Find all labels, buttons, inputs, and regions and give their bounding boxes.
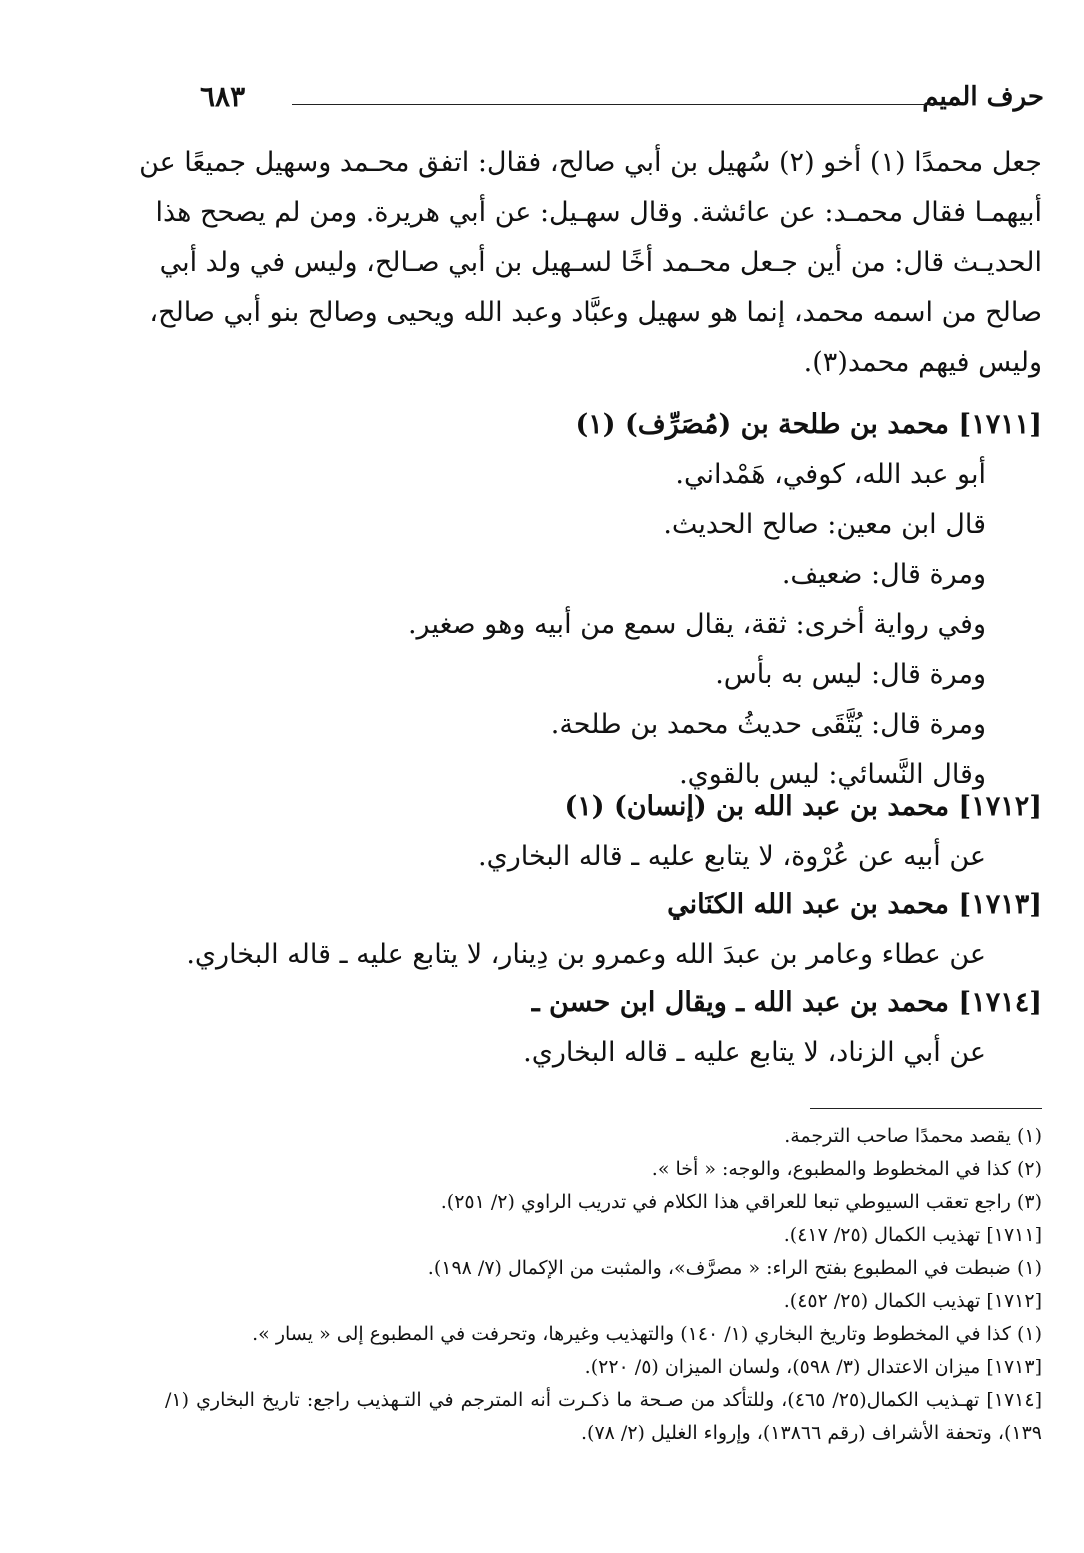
header-rule xyxy=(292,104,934,105)
intro-paragraph xyxy=(139,138,1042,388)
footnote-rule xyxy=(810,1108,1042,1109)
intro-line: وليس فيهم محمد(٣). xyxy=(803,347,1042,378)
entry-heading: [١٧١١] محمد بن طلحة بن (مُصَرِّف) (١) xyxy=(575,409,1042,440)
entry-1711 xyxy=(160,400,1042,800)
entry-line: وقال النَّسائي: ليس بالقوي. xyxy=(679,759,986,790)
entry-heading: [١٧١٢] محمد بن عبد الله بن (إنسان) (١) xyxy=(564,791,1042,822)
footnote: [١٧١١] تهذيب الكمال (٢٥/ ٤١٧). xyxy=(783,1224,1042,1246)
entry-line: عن عطاء وعامر بن عبدَ الله وعمرو بن دِينار، لا يتابع عليه ـ قاله البخاري. xyxy=(186,939,986,970)
entry-line: عن أبي الزناد، لا يتابع عليه ـ قاله البخاري. xyxy=(523,1037,986,1068)
entry-line: عن أبيه عن عُرْوة، لا يتابع عليه ـ قاله البخاري. xyxy=(478,841,986,872)
footnote: (٢) كذا في المخطوط والمطبوع، والوجه: « أخا ». xyxy=(651,1158,1042,1180)
footnote: [١٧١٤] تهـذيب الكمال(٢٥/ ٤٦٥)، وللتأكد من صـحة ما ذكـرت أنه المترجم في التـهذيب راجع: تاريخ البخاري (١/ ١٣٩)، وتحفة الأشراف (رقم ١٣٨٦٦)، وإرواء الغليل (٢/ ٧٨). xyxy=(165,1389,1042,1444)
running-header-title: حرف الميم xyxy=(922,82,1044,112)
intro-line: جعل محمدًا (١) أخو (٢) سُهيل بن أبي صالح، فقال: اتفق محـمد وسهيل جميعًا عن xyxy=(139,147,1042,178)
entry-line: قال ابن معين: صالح الحديث. xyxy=(663,509,986,540)
intro-line: أبيهمـا فقال محمـد: عن عائشة. وقال سهـيل: عن أبي هريرة. ومن لم يصحح هذا xyxy=(155,197,1042,228)
intro-line: الحديـث قال: من أين جـعل محـمد أخًا لسـهيل بن أبي صـالح، وليس في ولد أبي xyxy=(159,247,1042,278)
footnote: [١٧١٣] ميزان الاعتدال (٣/ ٥٩٨)، ولسان الميزان (٥/ ٢٢٠). xyxy=(584,1356,1042,1378)
footnote: (١) يقصد محمدًا صاحب الترجمة. xyxy=(784,1125,1042,1147)
footnotes xyxy=(165,1120,1042,1450)
entry-line: ومرة قال: ليس به بأس. xyxy=(715,659,986,690)
entry-line: أبو عبد الله، كوفي، هَمْداني. xyxy=(675,459,986,490)
entry-1714 xyxy=(160,978,1042,1078)
entry-1712 xyxy=(160,782,1042,882)
footnote: (٣) راجع تعقب السيوطي تبعا للعراقي هذا الكلام في تدريب الراوي (٢/ ٢٥١). xyxy=(440,1191,1042,1213)
entry-heading: [١٧١٤] محمد بن عبد الله ـ ويقال ابن حسن ـ xyxy=(531,987,1042,1018)
entry-line: ومرة قال: يُتَّقَى حديثُ محمد بن طلحة. xyxy=(550,709,986,740)
intro-line: صالح من اسمه محمد، إنما هو سهيل وعبَّاد وعبد الله ويحيى وصالح بنو أبي صالح، xyxy=(149,297,1042,328)
entry-line: ومرة قال: ضعيف. xyxy=(781,559,986,590)
entry-heading: [١٧١٣] محمد بن عبد الله الكنَاني xyxy=(667,889,1042,920)
footnote: (١) ضبطت في المطبوع بفتح الراء: « مصرَّف»، والمثبت من الإكمال (٧/ ١٩٨). xyxy=(427,1257,1042,1279)
entry-1713 xyxy=(160,880,1042,980)
entry-line: وفي رواية أخرى: ثقة، يقال سمع من أبيه وهو صغير. xyxy=(407,609,986,640)
footnote: [١٧١٢] تهذيب الكمال (٢٥/ ٤٥٢). xyxy=(783,1290,1042,1312)
page-number: ٦٨٣ xyxy=(200,80,246,113)
footnote: (١) كذا في المخطوط وتاريخ البخاري (١/ ١٤٠) والتهذيب وغيرها، وتحرفت في المطبوع إلى « يسار ». xyxy=(252,1323,1042,1345)
